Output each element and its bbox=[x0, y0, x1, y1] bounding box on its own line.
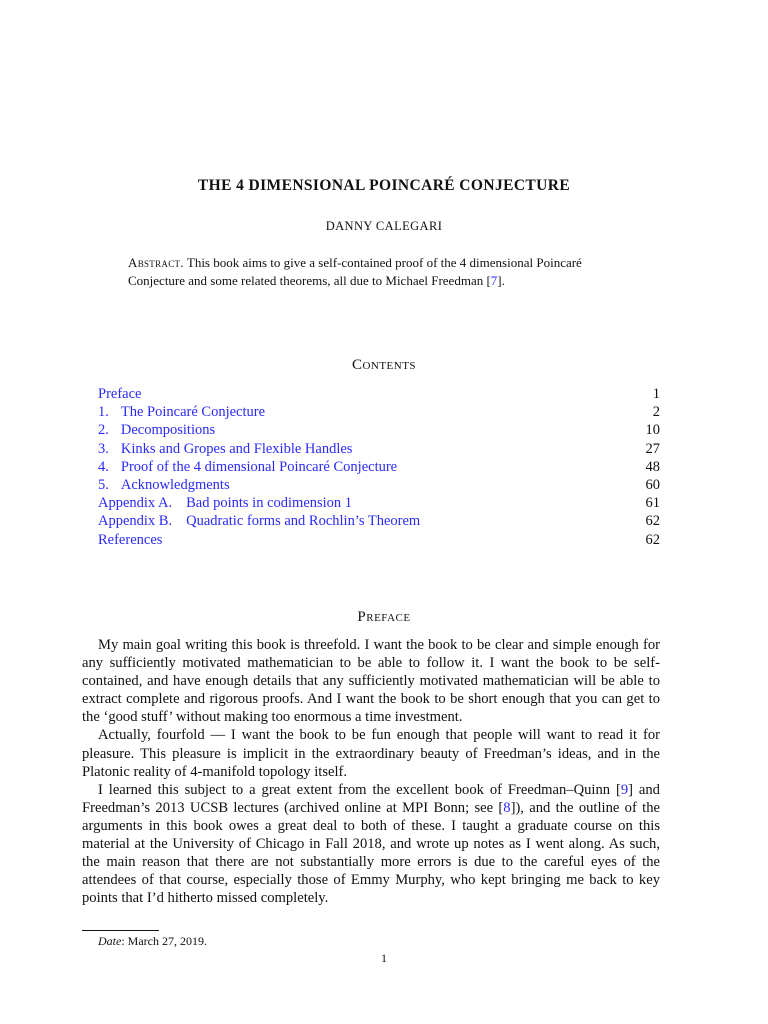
abstract bbox=[128, 254, 620, 290]
toc-entry-section-1[interactable] bbox=[98, 403, 660, 421]
toc-entry-title[interactable]: References bbox=[98, 531, 163, 548]
toc-entry-title[interactable]: Bad points in codimension 1 bbox=[186, 495, 353, 512]
toc-entry-preface[interactable] bbox=[98, 385, 660, 403]
toc-entry-title[interactable]: Decompositions bbox=[120, 422, 216, 439]
toc-entry-number: 5. bbox=[98, 476, 109, 493]
toc-entry-page: 10 bbox=[645, 422, 660, 439]
toc-entry-appendix-b[interactable] bbox=[98, 512, 660, 530]
footnote-date bbox=[98, 934, 207, 949]
toc-entry-number: 3. bbox=[98, 440, 109, 457]
toc-entry-page: 61 bbox=[645, 495, 660, 512]
paragraph: Actually, fourfold — I want the book to be fun enough that people will want to read it for pleasure. This pleasure is implicit in the extraordinary beauty of Freedman’s ideas, and in the Platonic reality of 4-manifold topology itself. bbox=[82, 727, 660, 780]
toc-entry-title[interactable]: Proof of the 4 dimensional Poincaré Conjecture bbox=[120, 458, 398, 475]
toc-entry-page: 27 bbox=[645, 440, 660, 457]
toc-entry-title[interactable]: Quadratic forms and Rochlin’s Theorem bbox=[186, 513, 421, 530]
toc-entry-section-2[interactable] bbox=[98, 421, 660, 439]
abstract-text-end: ]. bbox=[497, 273, 505, 288]
toc-entry-page: 2 bbox=[652, 404, 660, 421]
toc-entry-page: 1 bbox=[652, 386, 660, 402]
preface-heading: Preface bbox=[357, 609, 411, 625]
paper-title: THE 4 DIMENSIONAL POINCARÉ CONJECTURE bbox=[197, 177, 571, 194]
toc-entry-number: Appendix B. bbox=[98, 513, 173, 530]
citation-link[interactable]: 7 bbox=[490, 273, 498, 288]
toc-entry-references[interactable] bbox=[98, 531, 660, 549]
toc-entry-page: 62 bbox=[645, 513, 660, 530]
toc-entry-title[interactable]: Kinks and Gropes and Flexible Handles bbox=[120, 440, 353, 457]
paragraph-text: ]), and the outline of the arguments in this book owes a great deal to both of these. I taught a graduate course on this material at the University of Chicago in Fall 2018, and wrote up notes as I went along. As such, the main reason that there are not substantially more errors is due to the careful eyes of the attendees of that course, especially those of Emmy Murphy, who kept bringing me back to key points that I’d hitherto missed completely. bbox=[82, 799, 660, 907]
toc-entry-page: 62 bbox=[645, 531, 660, 548]
paragraph-text: ] and Freedman’s 2013 UCSB lectures (archived online at MPI Bonn; see [ bbox=[82, 781, 660, 816]
abstract-text: This book aims to give a self-contained proof of the 4 dimensional Poincaré Conjecture and some related theorems, all due to Michael Freedman [ bbox=[128, 255, 582, 288]
page-number: 1 bbox=[381, 951, 387, 965]
paragraph-text: I learned this subject to a great extent from the excellent book of Freedman–Quinn [ bbox=[98, 781, 621, 798]
abstract-label: Abstract. bbox=[128, 255, 184, 270]
toc-entry-page: 48 bbox=[645, 458, 660, 475]
citation-link[interactable]: 8 bbox=[503, 799, 511, 816]
toc-entry-title[interactable]: The Poincaré Conjecture bbox=[120, 404, 266, 421]
toc-entry-number: 2. bbox=[98, 422, 109, 439]
author-name: DANNY CALEGARI bbox=[325, 219, 443, 233]
toc-entry-page: 60 bbox=[645, 476, 660, 493]
footnote-rule bbox=[82, 930, 159, 931]
toc-entry-appendix-a[interactable] bbox=[98, 494, 660, 512]
footnote-text: : March 27, 2019. bbox=[121, 934, 207, 948]
toc-entry-title[interactable]: Acknowledgments bbox=[120, 476, 230, 493]
toc-entry-section-3[interactable] bbox=[98, 440, 660, 458]
table-of-contents bbox=[98, 385, 660, 549]
toc-entry-number: 4. bbox=[98, 458, 109, 475]
preface-body bbox=[82, 636, 660, 907]
toc-entry-section-5[interactable] bbox=[98, 476, 660, 494]
toc-entry-number: 1. bbox=[98, 404, 109, 421]
toc-entry-section-4[interactable] bbox=[98, 458, 660, 476]
paragraph: My main goal writing this book is threefold. I want the book to be clear and simple enough for any sufficiently motivated mathematician to be able to follow it. I want the book to be self-contained, and have enough details that any sufficiently motivated mathematician will be able to extract complete and rigorous proofs. And I want the book to be short enough that you can get to the ‘good stuff’ without making too enormous a time investment. bbox=[82, 637, 660, 726]
footnote-label: Date bbox=[98, 934, 122, 948]
toc-entry-number: Appendix A. bbox=[98, 495, 173, 512]
toc-entry-title[interactable]: Preface bbox=[98, 386, 142, 402]
citation-link[interactable]: 9 bbox=[620, 781, 629, 798]
paragraph bbox=[82, 781, 660, 908]
contents-heading: Contents bbox=[351, 357, 417, 373]
